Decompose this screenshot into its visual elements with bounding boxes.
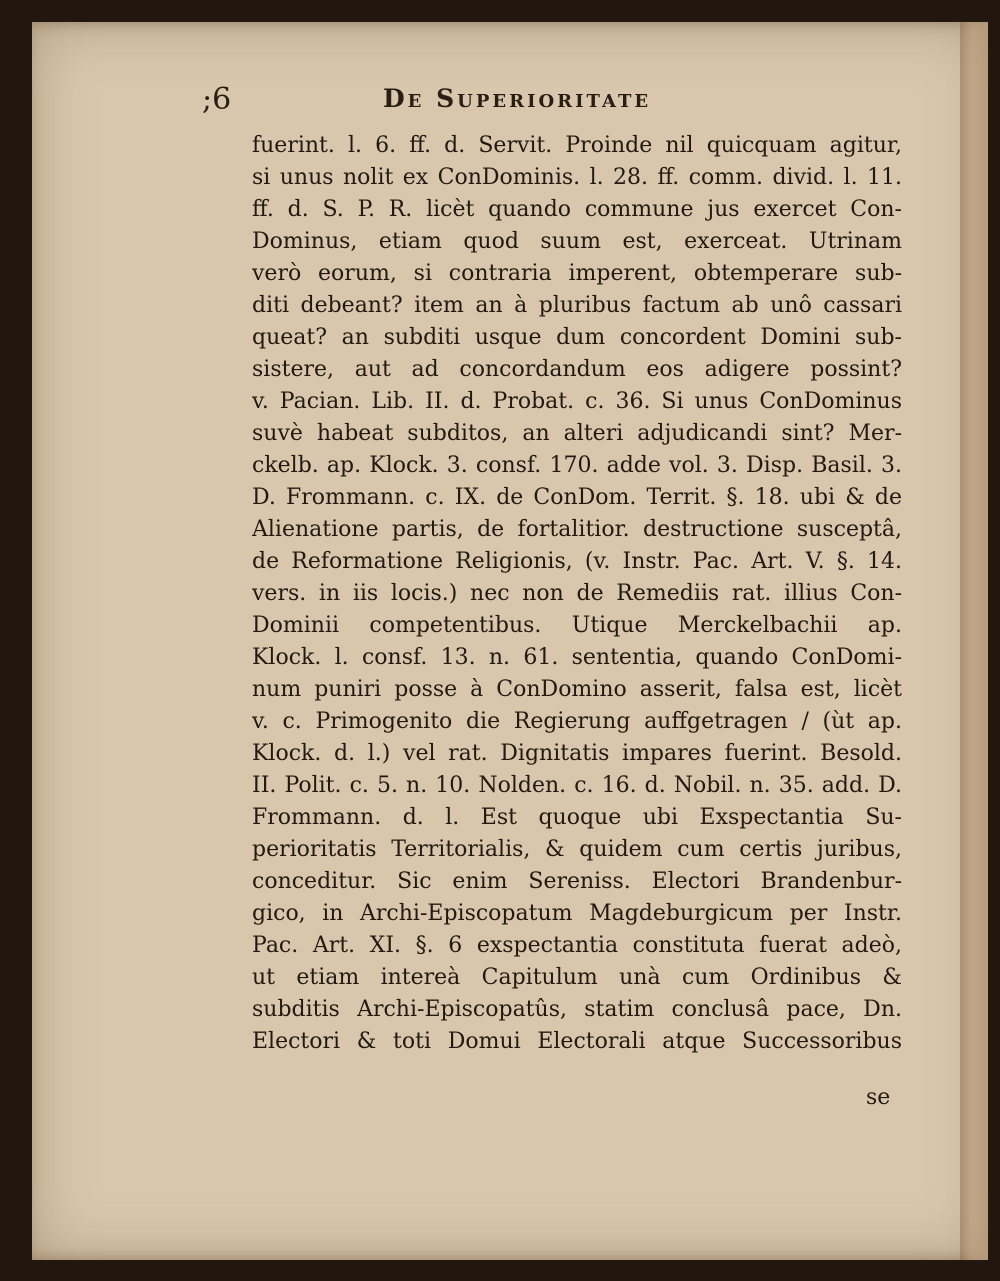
text-line-3: ff. d. S. P. R. licèt quando commune jus exercet Con- [252, 197, 902, 222]
text-line-24: conceditur. Sic enim Sereniss. Electori Brandenbur- [252, 869, 902, 894]
running-head: De Superioritate [383, 84, 652, 113]
text-line-6: diti debeant? item an à pluribus factum ab unô cassari [252, 293, 902, 318]
text-line-29: Electori & toti Domui Electorali atque Successoribus [252, 1029, 902, 1054]
text-line-1: fuerint. l. 6. ff. d. Servit. Proinde nil quicquam agitur, [252, 133, 902, 158]
text-line-23: perioritatis Territorialis, & quidem cum certis juribus, [252, 837, 902, 862]
text-line-11: ckelb. ap. Klock. 3. consf. 170. adde vol. 3. Disp. Basil. 3. [252, 453, 902, 478]
text-line-18: num puniri posse à ConDomino asserit, falsa est, licèt [252, 677, 902, 702]
text-line-25: gico, in Archi-Episcopatum Magdeburgicum per Instr. [252, 901, 902, 926]
body-text [252, 130, 902, 1058]
page-edge [960, 22, 988, 1260]
text-line-20: Klock. d. l.) vel rat. Dignitatis impares fuerint. Besold. [252, 741, 902, 766]
text-line-19: v. c. Primogenito die Regierung auffgetragen / (ùt ap. [252, 709, 902, 734]
text-line-2: si unus nolit ex ConDominis. l. 28. ff. comm. divid. l. 11. [252, 165, 902, 190]
page-number: ;6 [202, 82, 232, 117]
text-line-7: queat? an subditi usque dum concordent Domini sub- [252, 325, 902, 350]
text-line-8: sistere, aut ad concordandum eos adigere possint? [252, 357, 902, 382]
text-line-5: verò eorum, si contraria imperent, obtemperare sub- [252, 261, 902, 286]
text-line-13: Alienatione partis, de fortalitior. destructione susceptâ, [252, 517, 902, 542]
catchword: se [866, 1085, 891, 1110]
text-line-28: subditis Archi-Episcopatûs, statim conclusâ pace, Dn. [252, 997, 902, 1022]
text-line-10: suvè habeat subditos, an alteri adjudicandi sint? Mer- [252, 421, 902, 446]
text-line-4: Dominus, etiam quod suum est, exerceat. Utrinam [252, 229, 902, 254]
text-line-21: II. Polit. c. 5. n. 10. Nolden. c. 16. d. Nobil. n. 35. add. D. [252, 773, 902, 798]
text-line-27: ut etiam intereà Capitulum unà cum Ordinibus & [252, 965, 902, 990]
text-line-15: vers. in iis locis.) nec non de Remediis rat. illius Con- [252, 581, 902, 606]
text-line-14: de Reformatione Religionis, (v. Instr. Pac. Art. V. §. 14. [252, 549, 902, 574]
text-line-22: Frommann. d. l. Est quoque ubi Exspectantia Su- [252, 805, 902, 830]
text-line-17: Klock. l. consf. 13. n. 61. sententia, quando ConDomi- [252, 645, 902, 670]
text-line-16: Dominii competentibus. Utique Merckelbachii ap. [252, 613, 902, 638]
text-line-12: D. Frommann. c. IX. de ConDom. Territ. §. 18. ubi & de [252, 485, 902, 510]
text-line-9: v. Pacian. Lib. II. d. Probat. c. 36. Si unus ConDominus [252, 389, 902, 414]
text-line-26: Pac. Art. XI. §. 6 exspectantia constituta fuerat adeò, [252, 933, 902, 958]
